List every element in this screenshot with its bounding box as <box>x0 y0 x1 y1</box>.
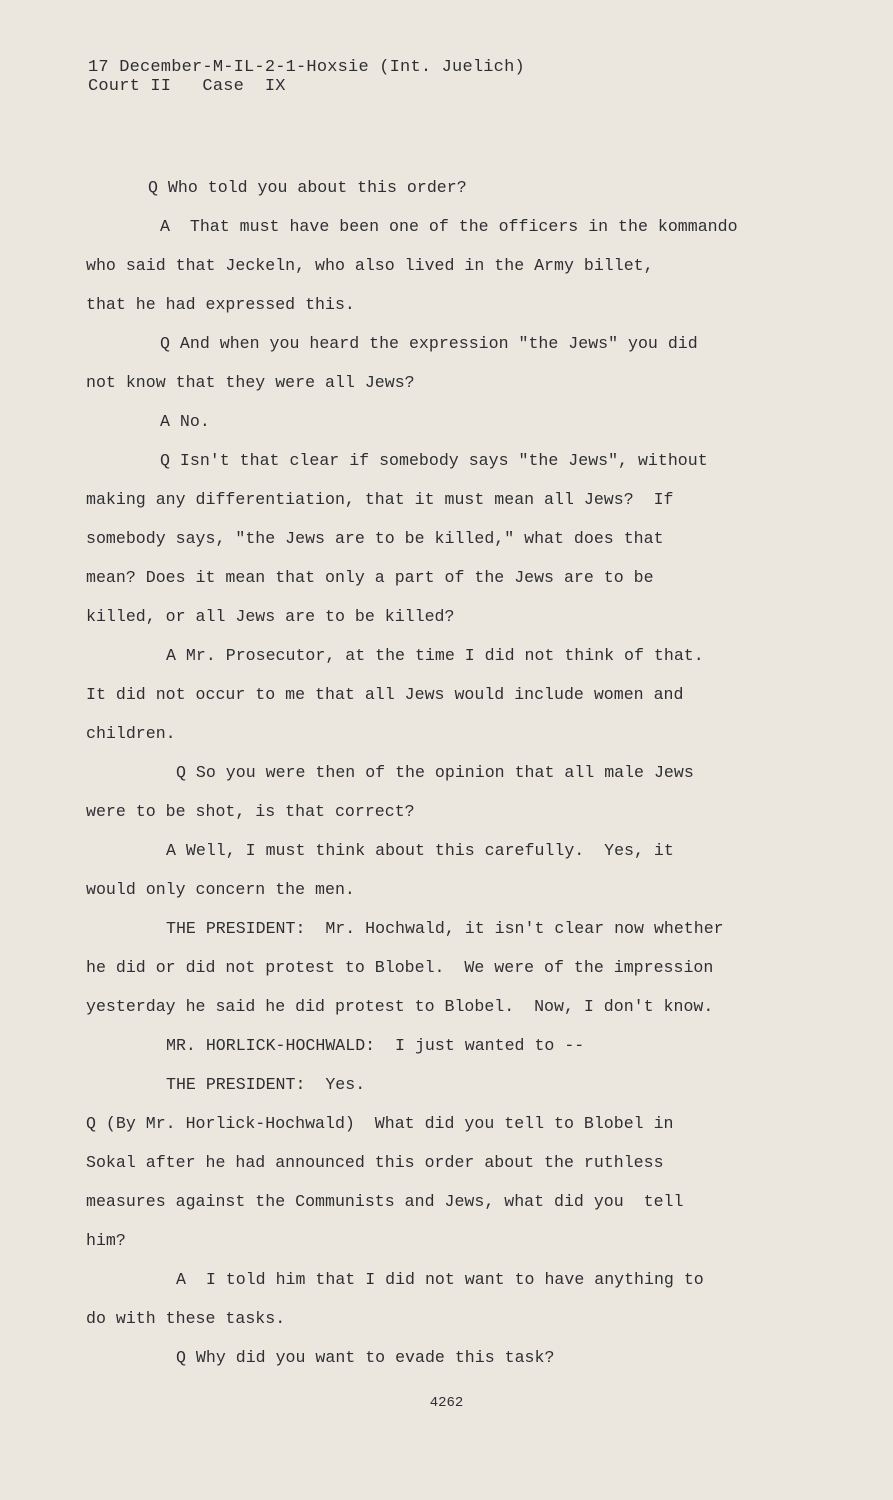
transcript-line: somebody says, "the Jews are to be killed," what does that <box>86 529 664 548</box>
transcript-line: he did or did not protest to Blobel. We were of the impression <box>86 958 714 977</box>
transcript-line: do with these tasks. <box>86 1309 286 1328</box>
header-line-1: 17 December-M-IL-2-1-Hoxsie (Int. Juelich) <box>88 58 525 77</box>
transcript-line: making any differentiation, that it must mean all Jews? If <box>86 490 674 509</box>
transcript-line: A I told him that I did not want to have anything to <box>176 1270 704 1289</box>
transcript-line: A That must have been one of the officers in the kommando <box>160 217 738 236</box>
transcript-line: children. <box>86 724 176 743</box>
transcript-line: him? <box>86 1231 126 1250</box>
transcript-line: A Mr. Prosecutor, at the time I did not think of that. <box>166 646 704 665</box>
document-header <box>88 58 525 96</box>
transcript-line: who said that Jeckeln, who also lived in the Army billet, <box>86 256 654 275</box>
transcript-line: A No. <box>160 412 210 431</box>
transcript-line: THE PRESIDENT: Mr. Hochwald, it isn't clear now whether <box>166 919 724 938</box>
transcript-line: Q Who told you about this order? <box>148 178 467 197</box>
transcript-line: Q (By Mr. Horlick-Hochwald) What did you tell to Blobel in <box>86 1114 674 1133</box>
transcript-body <box>86 168 846 1377</box>
transcript-line: were to be shot, is that correct? <box>86 802 415 821</box>
transcript-line: Q Why did you want to evade this task? <box>176 1348 555 1367</box>
transcript-line: A Well, I must think about this carefully. Yes, it <box>166 841 674 860</box>
transcript-line: killed, or all Jews are to be killed? <box>86 607 455 626</box>
transcript-line: Q So you were then of the opinion that all male Jews <box>176 763 694 782</box>
transcript-line: Q And when you heard the expression "the Jews" you did <box>160 334 698 353</box>
transcript-line: It did not occur to me that all Jews would include women and <box>86 685 684 704</box>
header-line-2: Court II Case IX <box>88 77 286 96</box>
transcript-line: Q Isn't that clear if somebody says "the Jews", without <box>160 451 708 470</box>
transcript-line: Sokal after he had announced this order about the ruthless <box>86 1153 664 1172</box>
transcript-line: would only concern the men. <box>86 880 355 899</box>
transcript-line: MR. HORLICK-HOCHWALD: I just wanted to -- <box>166 1036 585 1055</box>
transcript-line: THE PRESIDENT: Yes. <box>166 1075 366 1094</box>
transcript-line: mean? Does it mean that only a part of the Jews are to be <box>86 568 654 587</box>
transcript-line: not know that they were all Jews? <box>86 373 415 392</box>
page-number: 4262 <box>429 1395 464 1411</box>
transcript-line: yesterday he said he did protest to Blobel. Now, I don't know. <box>86 997 714 1016</box>
transcript-line: measures against the Communists and Jews, what did you tell <box>86 1192 684 1211</box>
transcript-line: that he had expressed this. <box>86 295 355 314</box>
